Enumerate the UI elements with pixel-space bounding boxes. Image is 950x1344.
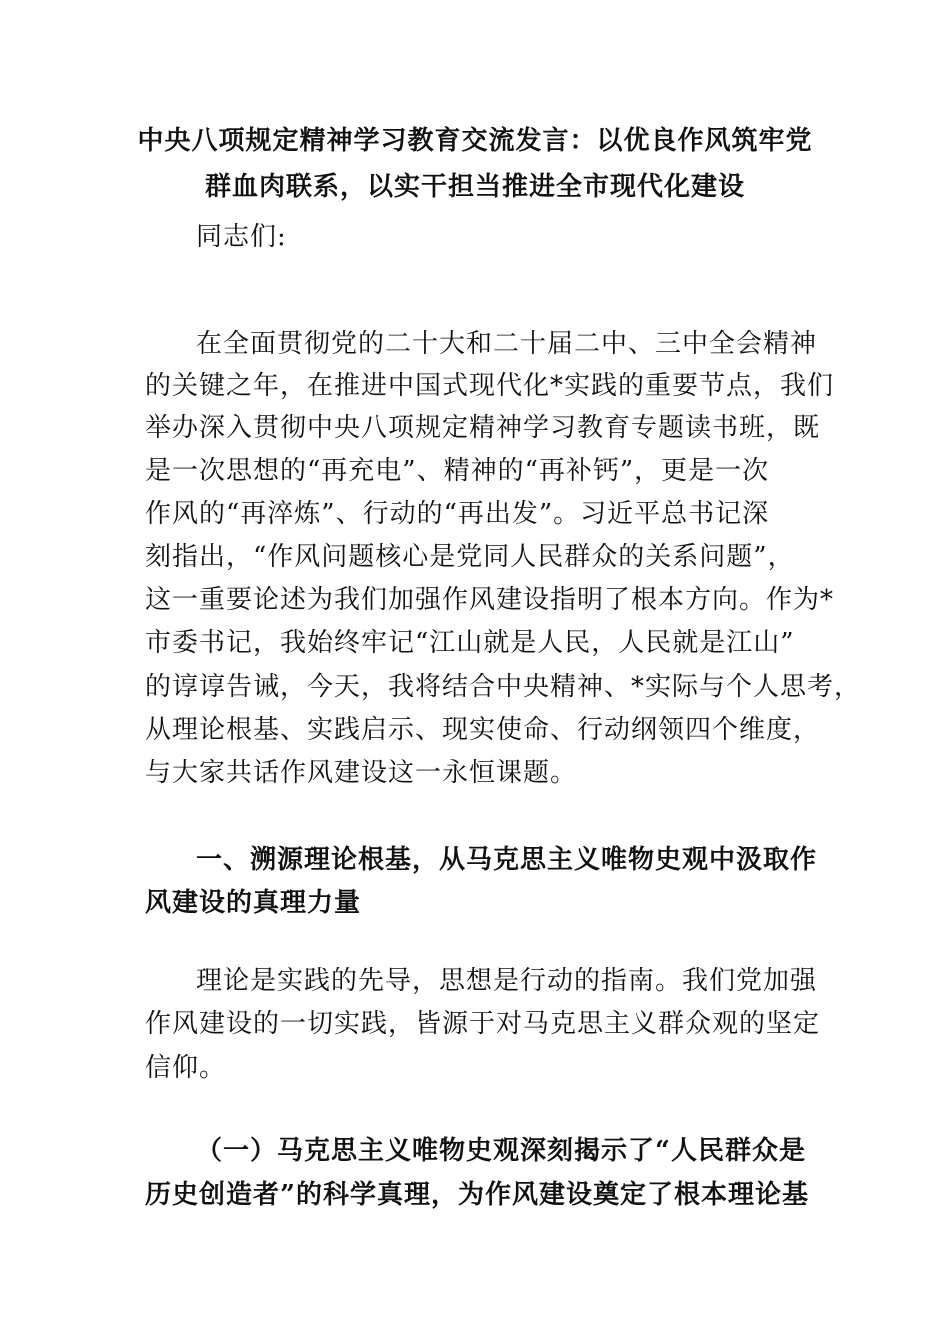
paragraph-line: 的关键之年，在推进中国式现代化*实践的重要节点，我们 bbox=[145, 371, 835, 401]
paragraph-line: 的谆谆告诫，今天，我将结合中央精神、*实际与个人思考， bbox=[145, 672, 862, 702]
title-line: 中央八项规定精神学习教育交流发言：以优良作风筑牢党 bbox=[137, 126, 813, 156]
paragraph-line: 从理论根基、实践启示、现实使命、行动纲领四个维度， bbox=[145, 715, 821, 745]
paragraph-line: 信仰。 bbox=[145, 1053, 227, 1083]
paragraph-line: 作风建设的一切实践，皆源于对马克思主义群众观的坚定 bbox=[145, 1009, 821, 1039]
paragraph-line: 是一次思想的“再充电”、精神的“再补钙”，更是一次 bbox=[145, 456, 770, 486]
paragraph-line: 与大家共话作风建设这一永恒课题。 bbox=[145, 758, 578, 788]
paragraph-line: 理论是实践的先导，思想是行动的指南。我们党加强 bbox=[196, 966, 818, 996]
heading-line: 风建设的真理力量 bbox=[145, 888, 362, 918]
paragraph-line: 作风的“再淬炼”、行动的“再出发”。习近平总书记深 bbox=[145, 499, 770, 529]
paragraph-line: 在全面贯彻党的二十大和二十届二中、三中全会精神 bbox=[196, 329, 818, 359]
title-line: 群血肉联系，以实干担当推进全市现代化建设 bbox=[204, 172, 745, 202]
heading-line: 一、溯源理论根基，从马克思主义唯物史观中汲取作 bbox=[196, 845, 818, 875]
document-title bbox=[120, 118, 830, 210]
paragraph-line: 刻指出，“作风问题核心是党同人民群众的关系问题”， bbox=[145, 542, 795, 572]
heading-line: （一）马克思主义唯物史观深刻揭示了“人民群众是 bbox=[196, 1136, 806, 1166]
salutation: 同志们: bbox=[196, 222, 287, 252]
heading-line: 历史创造者”的科学真理，为作风建设奠定了根本理论基 bbox=[145, 1180, 809, 1210]
paragraph-line: 举办深入贯彻中央八项规定精神学习教育专题读书班，既 bbox=[145, 413, 821, 443]
paragraph-line: 市委书记，我始终牢记“江山就是人民，人民就是江山” bbox=[145, 628, 795, 658]
paragraph-line: 这一重要论述为我们加强作风建设指明了根本方向。作为* bbox=[145, 585, 835, 615]
